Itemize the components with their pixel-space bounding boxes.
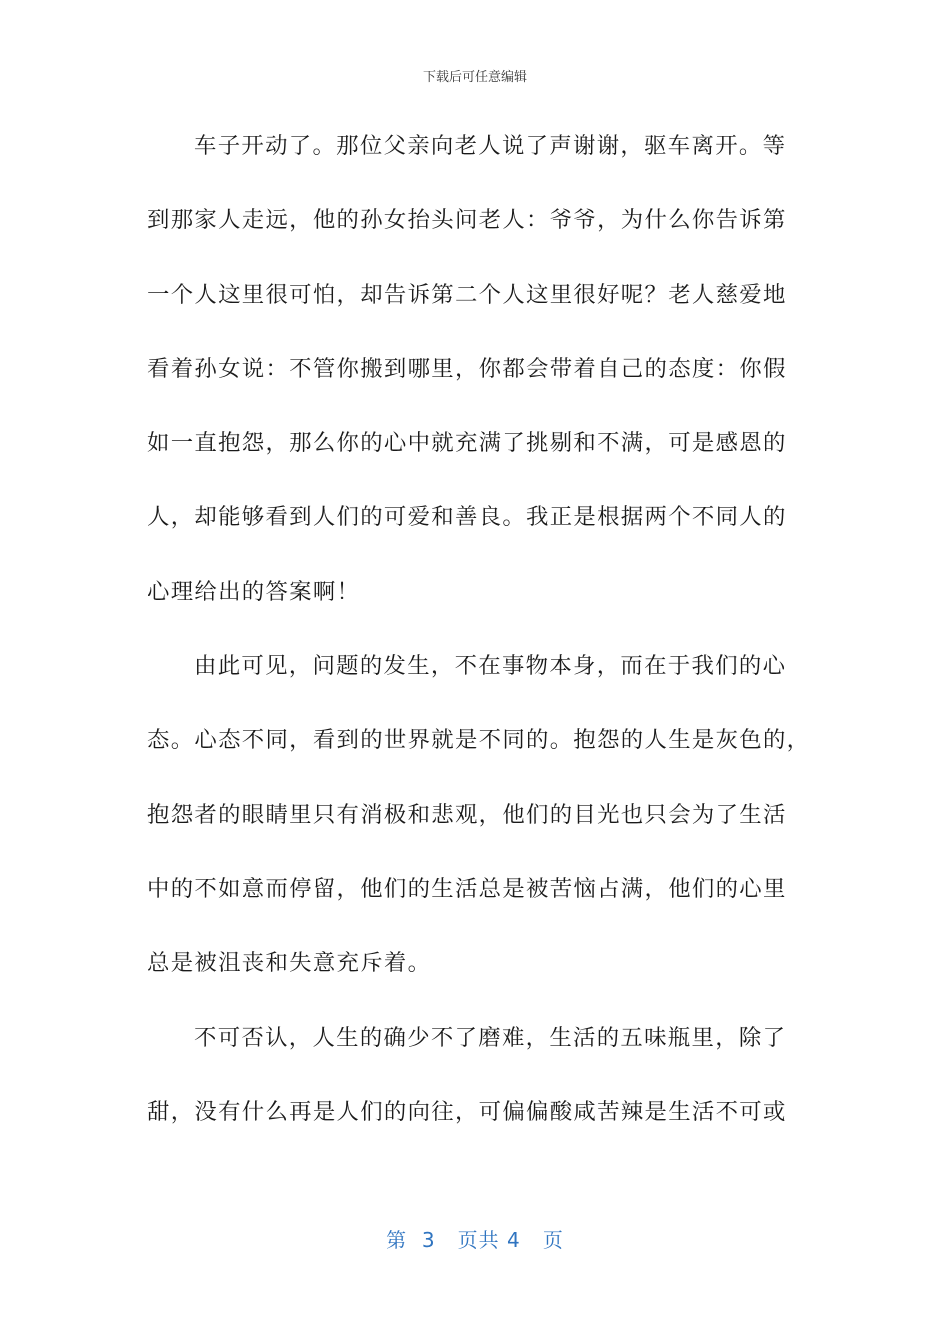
- text-line: 车子开动了。那位父亲向老人说了声谢谢，驱车离开。等: [194, 133, 787, 159]
- text-line: 由此可见，问题的发生，不在事物本身，而在于我们的心: [194, 653, 787, 680]
- header-note: 下载后可任意编辑: [422, 70, 527, 85]
- text-line: 态。心态不同，看到的世界就是不同的。抱怨的人生是灰色的，: [147, 727, 811, 754]
- text-line: 一个人这里很可怕，却告诉第二个人这里很好呢？老人慈爱地: [147, 281, 787, 308]
- text-line: 看着孙女说：不管你搬到哪里，你都会带着自己的态度：你假: [147, 355, 787, 382]
- text-line: 中的不如意而停留，他们的生活总是被苦恼占满，他们的心里: [147, 875, 787, 902]
- text-line: 到那家人走远，他的孙女抬头问老人：爷爷，为什么你告诉第: [147, 207, 787, 234]
- paragraph-2: [147, 646, 811, 1017]
- text-line: 抱怨者的眼睛里只有消极和悲观，他们的目光也只会为了生活: [147, 801, 787, 828]
- text-line: 心理给出的答案啊！: [147, 578, 361, 605]
- text-line: 甜，没有什么再是人们的向往，可偏偏酸咸苦辣是生活不可或: [147, 1098, 787, 1125]
- document-body: [147, 126, 811, 1166]
- text-line: 不可否认，人生的确少不了磨难，生活的五味瓶里，除了: [194, 1024, 787, 1051]
- text-line: 总是被沮丧和失意充斥着。: [147, 950, 432, 977]
- text-line: 如一直抱怨，那么你的心中就充满了挑剔和不满，可是感恩的: [147, 430, 787, 457]
- paragraph-3: [147, 1018, 807, 1167]
- paragraph-1: [147, 126, 807, 646]
- page-number-footer: 第 3 页共 4 页: [386, 1228, 564, 1252]
- text-line: 人，却能够看到人们的可爱和善良。我正是根据两个不同人的: [147, 504, 787, 531]
